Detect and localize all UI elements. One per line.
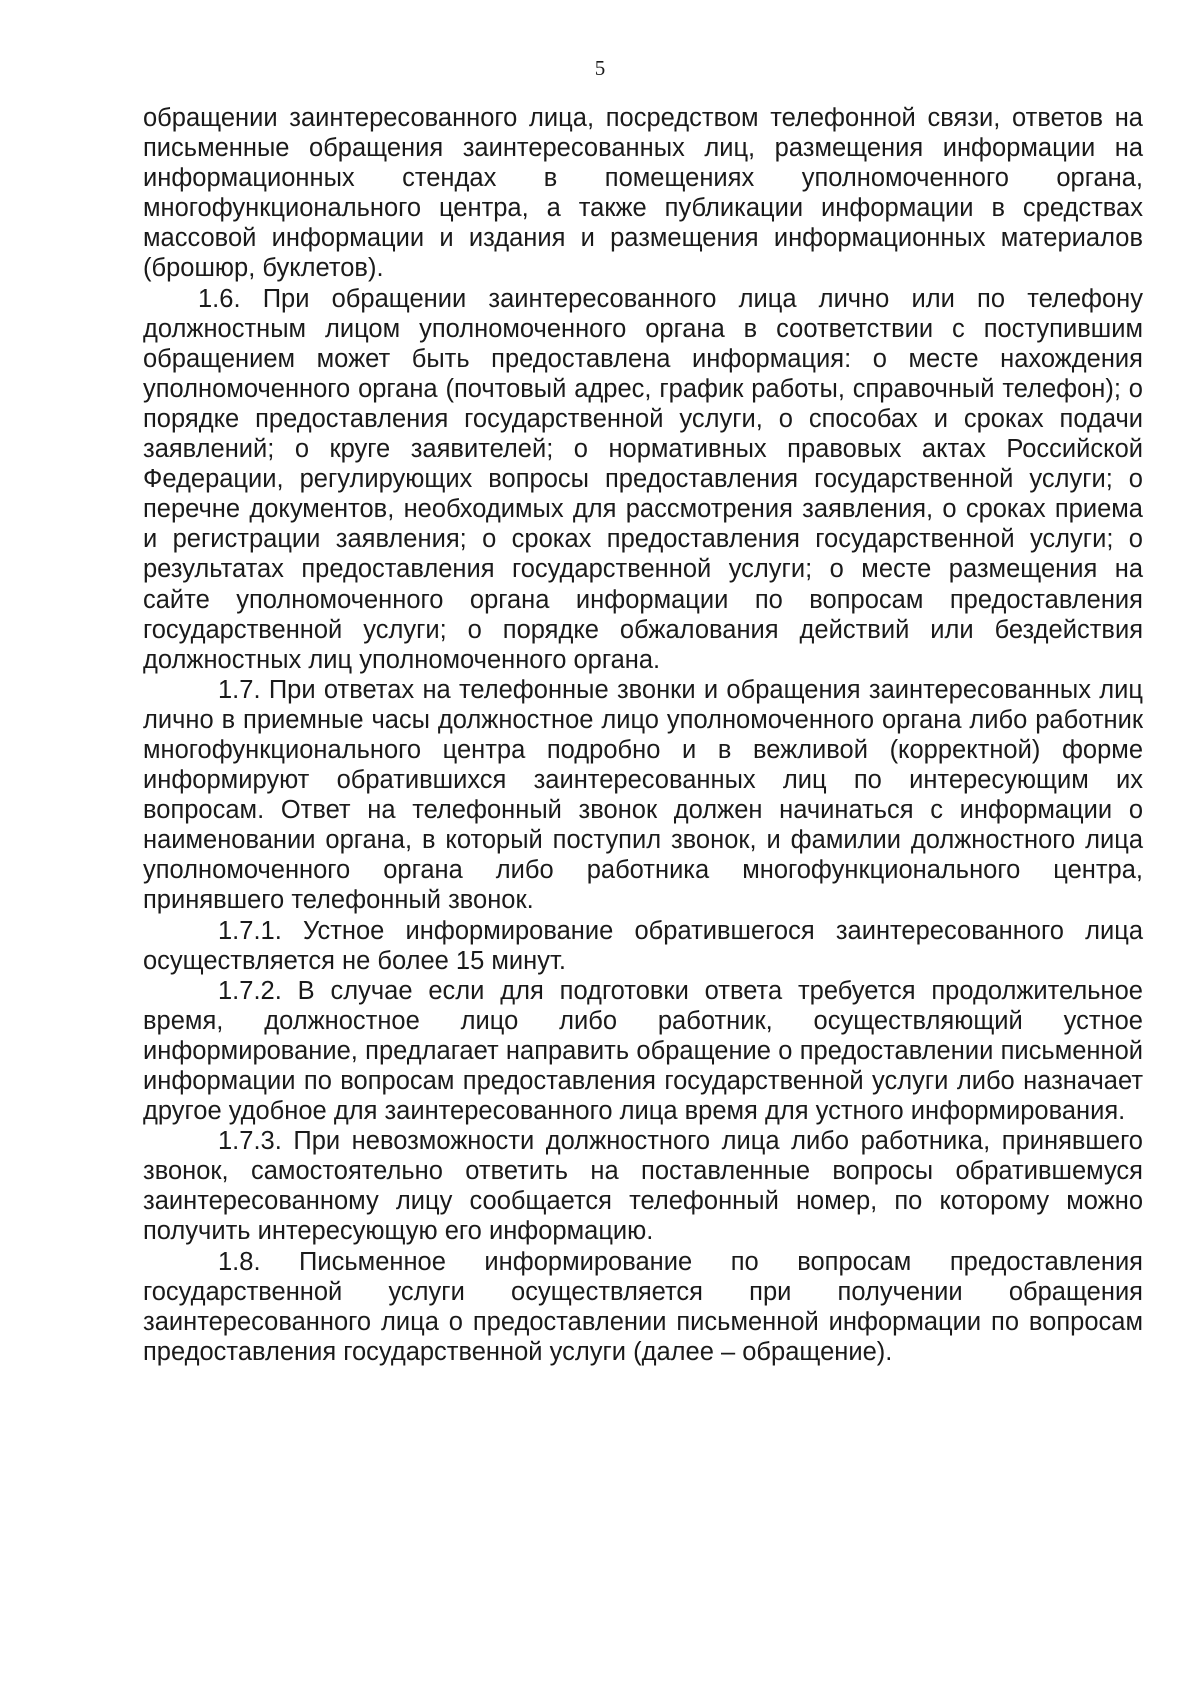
paragraph-1-6: 1.6. При обращении заинтересованного лица лично или по телефону должностным лицом уполномоченного органа в соответствии с поступившим обращением может быть предоставлена информация: о месте нахождения уполномоченного органа (почтовый адрес, график работы, справочный телефон); о порядке предоставления государственной услуги, о способах и сроках подачи заявлений; о круге заявителей; о нормативных правовых актах Российской Федерации, регулирующих вопросы предоставления государственной услуги; о перечне документов, необходимых для рассмотрения заявления, о сроках приема и регистрации заявления; о сроках предоставления государственной услуги; о результатах предоставления государственной услуги; о месте размещения на сайте уполномоченного органа информации по вопросам предоставления государственной услуги; о порядке обжалования действий или бездействия должностных лиц уполномоченного органа. [143, 284, 1143, 674]
paragraph-1-8: 1.8. Письменное информирование по вопросам предоставления государственной услуги осуществляется при получении обращения заинтересованного лица о предоставлении письменной информации по вопросам предоставления государственной услуги (далее – обращение). [143, 1247, 1143, 1366]
document-body [143, 103, 1143, 1367]
page-number: 5 [594, 56, 606, 80]
paragraph-1-7-2: 1.7.2. В случае если для подготовки ответа требуется продолжительное время, должностное лицо либо работник, осуществляющий устное информирование, предлагает направить обращение о предоставлении письменной информации по вопросам предоставления государственной услуги либо назначает другое удобное для заинтересованного лица время для устного информирования. [143, 976, 1143, 1126]
paragraph-1-7: 1.7. При ответах на телефонные звонки и обращения заинтересованных лиц лично в приемные часы должностное лицо уполномоченного органа либо работник многофункционального центра подробно и в вежливой (корректной) форме информируют обратившихся заинтересованных лиц по интересующим их вопросам. Ответ на телефонный звонок должен начинаться с информации о наименовании органа, в который поступил звонок, и фамилии должностного лица уполномоченного органа либо работника многофункционального центра, принявшего телефонный звонок. [143, 675, 1143, 915]
paragraph-continuation: обращении заинтересованного лица, посредством телефонной связи, ответов на письменные обращения заинтересованных лиц, размещения информации на информационных стендах в помещениях уполномоченного органа, многофункционального центра, а также публикации информации в средствах массовой информации и издания и размещения информационных материалов (брошюр, буклетов). [143, 104, 1143, 283]
paragraph-1-7-1: 1.7.1. Устное информирование обратившегося заинтересованного лица осуществляется не более 15 минут. [143, 916, 1143, 975]
paragraph-1-7-3: 1.7.3. При невозможности должностного лица либо работника, принявшего звонок, самостоятельно ответить на поставленные вопросы обратившемуся заинтересованному лицу сообщается телефонный номер, по которому можно получить интересующую его информацию. [143, 1127, 1143, 1246]
